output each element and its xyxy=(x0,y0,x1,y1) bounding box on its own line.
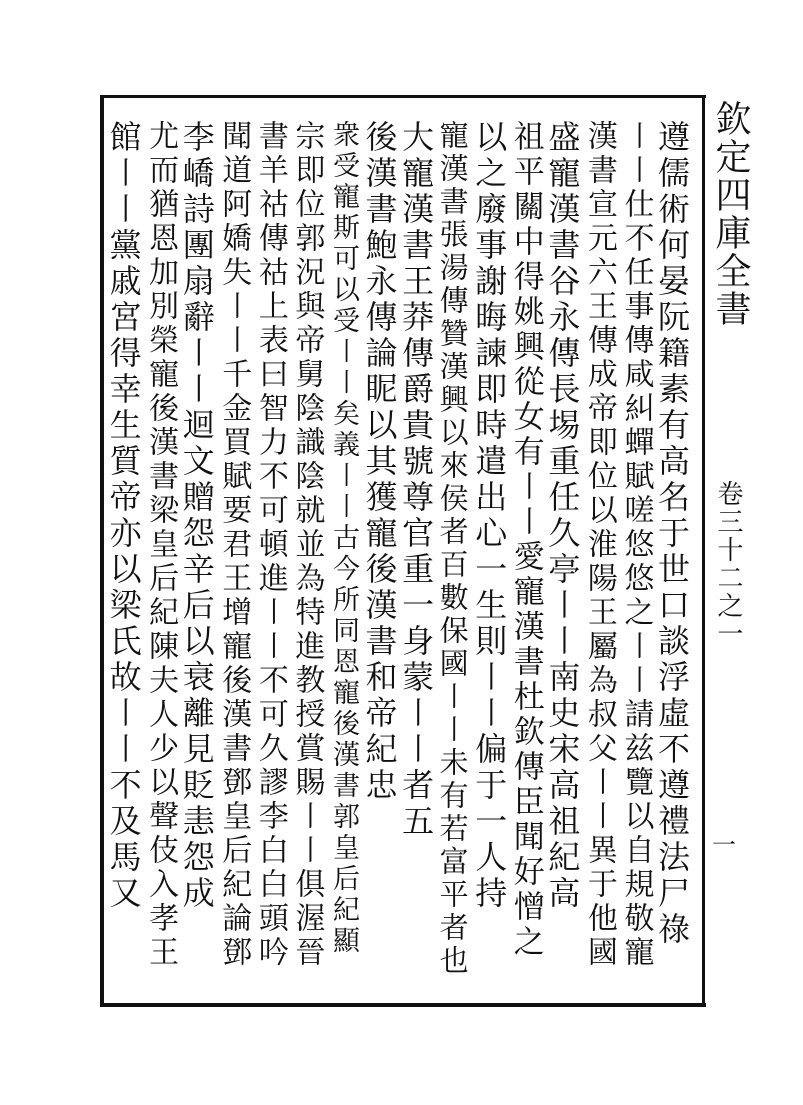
text-column: 宗即位郭況與帝舅陰識陰就並為特進教授賞賜〡〡俱渥晉 xyxy=(289,120,325,970)
text-column: 衆受寵斯可以受〡〡矣義〡〡古今所同恩寵後漢書郭皇后紀顯 xyxy=(327,120,359,957)
text-column: 後漢書鮑永傳論眤以其獲寵後漢書和帝紀忠 xyxy=(360,120,399,804)
text-column: 書羊祜傳祜上表曰智力不可頓進〡〡不可久謬李白白頭吟 xyxy=(252,120,288,970)
text-column: 以之廢事謝晦諫即時遣出心一生則〡〡偏于一人持 xyxy=(470,120,509,912)
leaf-number: 一 xyxy=(712,831,736,859)
frame-rule xyxy=(702,95,705,1007)
book-title: 欽定四庫全書 xyxy=(710,100,751,328)
text-column: 〡〡仕不任事傳咸糾蟬賦嗟悠悠之〡〡請兹覽以自規敬寵 xyxy=(618,120,654,970)
text-column: 寵漢書張湯傳贊漢興以來侯者百數保國〡〡未有若富平者也 xyxy=(435,120,470,978)
text-column: 館〡〡黨戚宮得幸生質帝亦以梁氏故〡〡不及馬又 xyxy=(104,120,143,912)
text-column: 盛寵漢書谷永傳長埸重任久亭〡〡南史宋高祖紀高 xyxy=(543,120,582,912)
text-column: 尤而猶恩加別榮寵後漢書梁皇后紀陳夫人少以聲伎入孝王 xyxy=(143,120,179,970)
text-column: 聞道阿嬌失〡〡千金買賦要君王增寵後漢書鄧皇后紀論鄧 xyxy=(216,120,252,970)
text-column: 李嶠詩團扇辭〡〡迴文贈怨辛后以衰離見貶恚怨成 xyxy=(177,120,216,912)
text-column: 大寵漢書王莽傳爵貴號尊官重一身蒙〡〡者五 xyxy=(397,120,436,840)
volume-label: 卷三十二之一 xyxy=(713,480,743,648)
text-column: 祖平關中得姚興從女有〡〡愛寵漢書杜欽傳臣聞好憎之 xyxy=(507,120,544,960)
text-column: 遵儒術何晏阮籍素有高名于世口談浮虛不遵禮法尸祿 xyxy=(653,120,691,948)
text-column: 漢書宣元六王傳成帝即位以淮陽王屬為叔父〡〡異于他國 xyxy=(581,120,617,970)
